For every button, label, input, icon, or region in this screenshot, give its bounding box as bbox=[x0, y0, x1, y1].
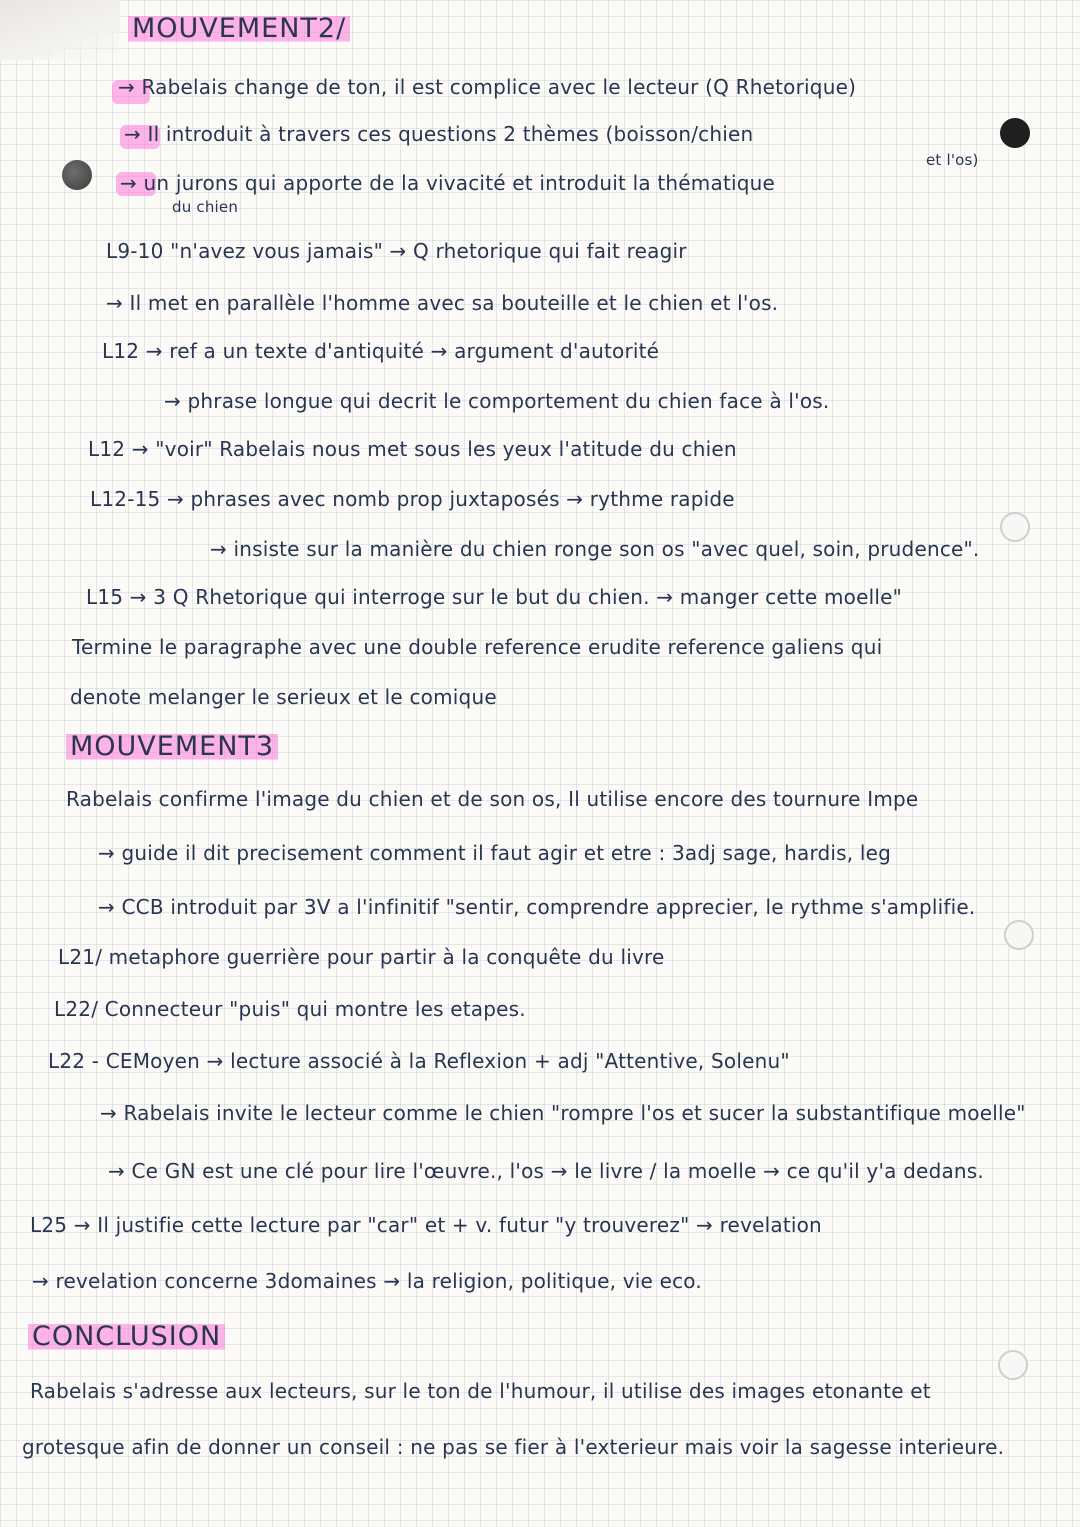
note-line: → CCB introduit par 3V a l'infinitif "sentir, comprendre apprecier, le rythme s'amplifie. bbox=[98, 895, 976, 919]
note-line: → Rabelais invite le lecteur comme le chien "rompre l'os et sucer la substantifique moelle" bbox=[100, 1101, 1026, 1125]
note-line: Rabelais confirme l'image du chien et de son os, Il utilise encore des tournure Impe bbox=[66, 787, 919, 811]
note-line: → revelation concerne 3domaines → la religion, politique, vie eco. bbox=[32, 1269, 702, 1293]
note-line: → guide il dit precisement comment il faut agir et etre : 3adj sage, hardis, leg bbox=[98, 841, 892, 865]
note-line: → Il met en parallèle l'homme avec sa bouteille et le chien et l'os. bbox=[106, 291, 779, 315]
note-line: et l'os) bbox=[926, 151, 979, 169]
note-line: Termine le paragraphe avec une double reference erudite reference galiens qui bbox=[72, 635, 883, 659]
note-line: → un jurons qui apporte de la vivacité et introduit la thématique bbox=[120, 171, 776, 195]
note-line: L15 → 3 Q Rhetorique qui interroge sur le but du chien. → manger cette moelle" bbox=[86, 585, 903, 609]
note-line: L22 - CEMoyen → lecture associé à la Reflexion + adj "Attentive, Solenu" bbox=[48, 1049, 790, 1073]
note-line: du chien bbox=[172, 198, 239, 216]
note-line: → Il introduit à travers ces questions 2 thèmes (boisson/chien bbox=[124, 122, 754, 146]
section-title-mouvement3: MOUVEMENT3 bbox=[66, 732, 278, 762]
note-line: L12-15 → phrases avec nomb prop juxtaposés → rythme rapide bbox=[90, 487, 735, 511]
note-line: L21/ metaphore guerrière pour partir à la conquête du livre bbox=[58, 945, 665, 969]
note-line: → insiste sur la manière du chien ronge son os "avec quel, soin, prudence". bbox=[210, 537, 980, 561]
reinforcement-ring bbox=[1000, 512, 1030, 542]
note-line: L25 → Il justifie cette lecture par "car" et + v. futur "y trouverez" → revelation bbox=[30, 1213, 822, 1237]
reinforcement-ring bbox=[998, 1350, 1028, 1380]
note-line: Rabelais s'adresse aux lecteurs, sur le ton de l'humour, il utilise des images etonante et bbox=[30, 1379, 931, 1403]
note-line: L12 → "voir" Rabelais nous met sous les yeux l'atitude du chien bbox=[88, 437, 737, 461]
note-line: denote melanger le serieux et le comique bbox=[70, 685, 497, 709]
section-title-conclusion: CONCLUSION bbox=[28, 1322, 225, 1352]
note-line: → Rabelais change de ton, il est complice avec le lecteur (Q Rhetorique) bbox=[118, 75, 857, 99]
note-line: grotesque afin de donner un conseil : ne pas se fier à l'exterieur mais voir la sagesse interieure. bbox=[22, 1435, 1005, 1459]
tape-corner bbox=[0, 0, 120, 60]
note-line: → phrase longue qui decrit le comportement du chien face à l'os. bbox=[164, 389, 830, 413]
punch-hole bbox=[62, 160, 92, 190]
punch-hole-dark bbox=[1000, 118, 1030, 148]
note-line: L12 → ref a un texte d'antiquité → argument d'autorité bbox=[102, 339, 660, 363]
reinforcement-ring bbox=[1004, 920, 1034, 950]
note-line: → Ce GN est une clé pour lire l'œuvre., l'os → le livre / la moelle → ce qu'il y'a dedans. bbox=[108, 1159, 984, 1183]
section-title-mouvement2: MOUVEMENT2/ bbox=[128, 14, 350, 44]
note-line: L9-10 "n'avez vous jamais" → Q rhetorique qui fait reagir bbox=[106, 239, 687, 263]
note-line: L22/ Connecteur "puis" qui montre les etapes. bbox=[54, 997, 526, 1021]
